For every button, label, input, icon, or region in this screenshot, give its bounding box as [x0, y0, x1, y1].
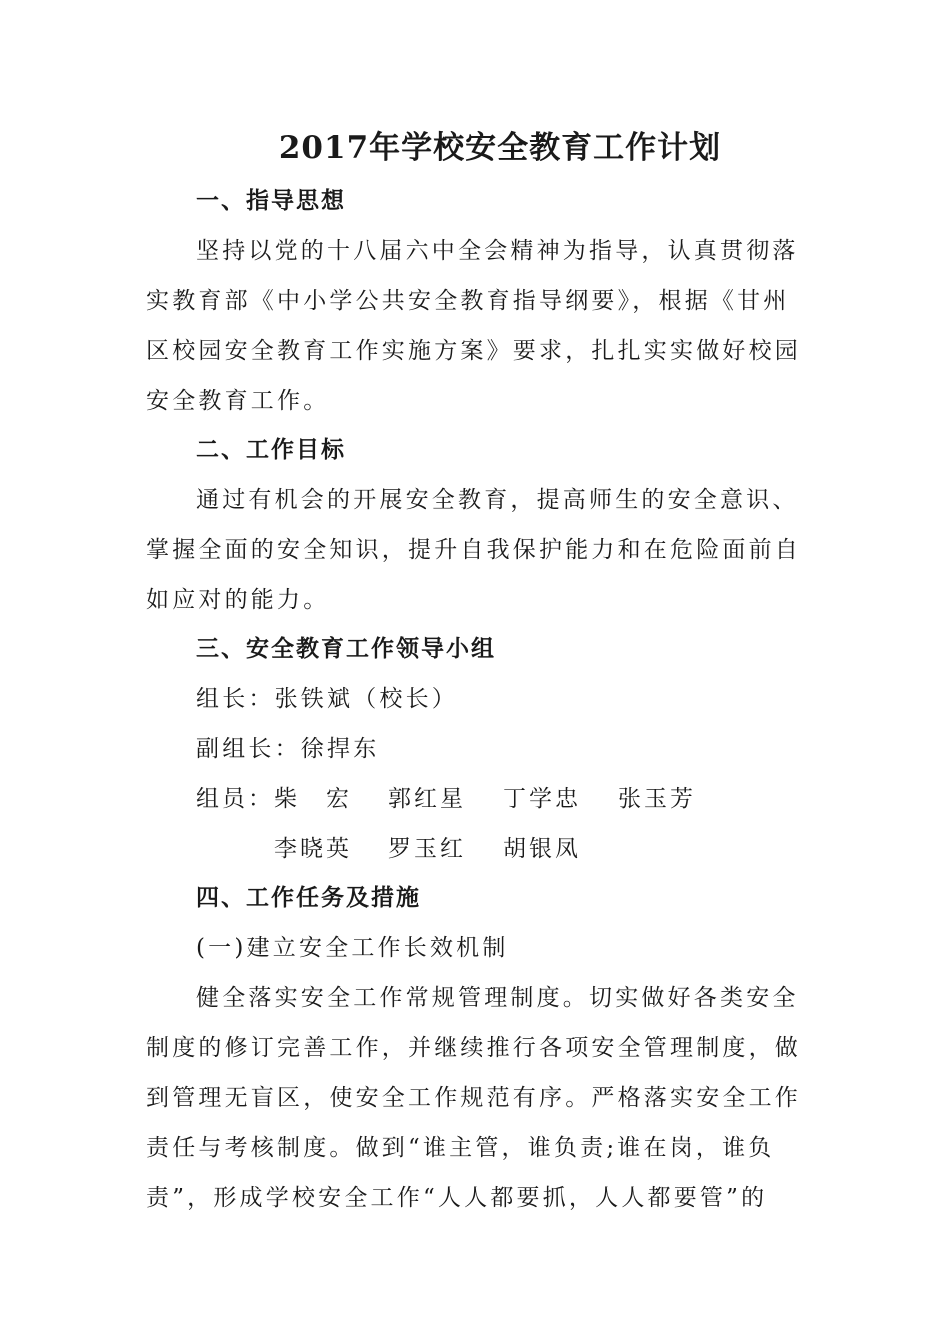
paragraph-line: 健全落实安全工作常规管理制度。切实做好各类安全: [196, 985, 799, 1011]
paragraph-line: 责”，形成学校安全工作“人人都要抓，人人都要管”的: [146, 1185, 768, 1211]
paragraph-line: 坚持以党的十八届六中全会精神为指导，认真贯彻落: [196, 238, 799, 264]
paragraph-line: 通过有机会的开展安全教育，提高师生的安全意识、: [196, 487, 799, 513]
paragraph-line: 安全教育工作。: [146, 388, 330, 414]
section-heading-work-goals: 二、工作目标: [196, 437, 346, 463]
deputy-leader: 副组长：徐捍东: [196, 736, 380, 762]
member-name: 柴 宏: [274, 786, 352, 812]
subsection-heading: (一)建立安全工作长效机制: [196, 935, 509, 961]
section-heading-tasks-measures: 四、工作任务及措施: [196, 885, 421, 911]
paragraph-line: 区校园安全教育工作实施方案》要求，扎扎实实做好校园: [146, 338, 801, 364]
member-name: 罗玉红: [388, 836, 466, 862]
members-label: 组员：: [196, 786, 274, 812]
document-title: 2017年学校安全教育工作计划: [278, 130, 722, 166]
member-name: 张玉芳: [618, 786, 696, 812]
member-name: 胡银凤: [503, 836, 581, 862]
group-leader: 组长：张铁斌（校长）: [196, 686, 458, 712]
member-name: 丁学忠: [503, 786, 581, 812]
member-name: 郭红星: [388, 786, 466, 812]
paragraph-line: 掌握全面的安全知识，提升自我保护能力和在危险面前自: [146, 537, 801, 563]
paragraph-line: 到管理无盲区，使安全工作规范有序。严格落实安全工作: [146, 1085, 801, 1111]
paragraph-line: 制度的修订完善工作，并继续推行各项安全管理制度，做: [146, 1035, 801, 1061]
paragraph-line: 如应对的能力。: [146, 587, 330, 613]
paragraph-line: 实教育部《中小学公共安全教育指导纲要》，根据《甘州: [146, 288, 790, 314]
member-name: 李晓英: [274, 836, 352, 862]
section-heading-leadership-group: 三、安全教育工作领导小组: [196, 636, 496, 662]
paragraph-line: 责任与考核制度。做到“谁主管，谁负责;谁在岗，谁负: [146, 1135, 775, 1161]
section-heading-guiding-ideology: 一、指导思想: [196, 188, 346, 214]
